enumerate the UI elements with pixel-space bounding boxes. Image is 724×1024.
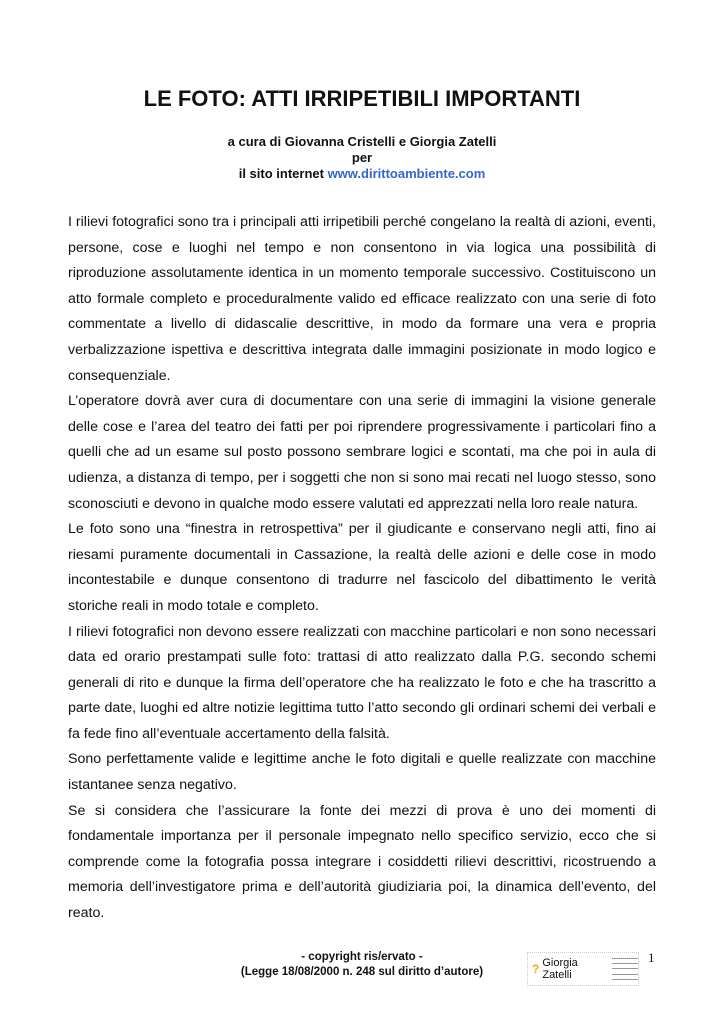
digital-signature: [527, 952, 639, 986]
paragraph: L’operatore dovrà aver cura di documentare con una serie di immagini la visione generale delle cose e l’area del teatro dei fatti per poi riprendere progressivamente i particolari fino a quelli che ad un esame sul posto possono sembrare logici e scontati, ma che poi in aula di udienza, a distanza di tempo, per i soggetti che non si sono mai recati nel luogo stesso, sono sconosciuti e devono in qualche modo essere valutati ed apprezzati nella loro reale natura.: [68, 393, 656, 512]
signature-name: Giorgia Zatelli: [542, 957, 578, 981]
signature-details-icon: [612, 956, 638, 982]
paragraph: I rilievi fotografici sono tra i principali atti irripetibili perché congelano la realtà di azioni, eventi, persone, cose e luoghi nel tempo e non consentono in via logica una possibilità di riproduzione assolutamente identica in un momento temporale successivo. Costituiscono un atto formale completo e proceduralmente valido ed efficace realizzato con una serie di foto commentate a livello di didascalie descrittive, in modo da formare una vera e propria verbalizzazione ispettiva e descrittiva integrata dalle immagini posizionate in modo logico e consequenziale.: [68, 214, 656, 384]
paragraph: I rilievi fotografici non devono essere realizzati con macchine particolari e non sono necessari data ed orario prestampati sulle foto: trattasi di atto realizzato dalla P.G. secondo schemi generali di rito e dunque la firma dell’operatore che ha realizzato le foto e che ha trascritto a parte date, luoghi ed altre notizie legittima tutto l’atto secondo gli ordinari schemi dei verbali e fa fede fino all’eventuale accertamento della falsità.: [68, 623, 656, 742]
body-text: [68, 210, 656, 927]
byline-website-prefix: il sito internet: [238, 166, 328, 181]
byline: [0, 134, 724, 182]
byline-website: [0, 166, 724, 182]
byline-per: per: [351, 150, 373, 165]
paragraph: Le foto sono una “finestra in retrospettiva” per il giudicante e conservano negli atti, fino ai riesami puramente documentali in Cassazione, la realtà delle azioni e delle cose in modo incontestabile e dunque consentono di tradurre nel fascicolo del dibattimento le verità storiche reali in modo totale e completo.: [68, 521, 656, 614]
byline-authors: a cura di Giovanna Cristelli e Giorgia Zatelli: [227, 134, 497, 149]
signature-mark-icon: ?: [532, 962, 540, 976]
paragraph: Sono perfettamente valide e legittime anche le foto digitali e quelle realizzate con macchine istantanee senza negativo.: [68, 751, 656, 794]
page-number: 1: [648, 950, 655, 965]
paragraph: Se si considera che l’assicurare la fonte dei mezzi di prova è uno dei momenti di fondamentale importanza per il personale impegnato nello specifico servizio, ecco che si comprende come la fotografia possa integrare i cosiddetti rilievi descrittivi, ricostruendo a memoria dell’investigatore prima e dell’autorità giudiziaria poi, la dinamica dell’evento, del reato.: [68, 802, 656, 922]
copyright-law-line: (Legge 18/08/2000 n. 248 sul diritto d’autore): [240, 966, 484, 978]
copyright-line: - copyright ris/ervato -: [301, 951, 423, 963]
document-title: LE FOTO: ATTI IRRIPETIBILI IMPORTANTI: [143, 86, 581, 111]
website-link[interactable]: www.dirittoambiente.com: [327, 166, 486, 181]
